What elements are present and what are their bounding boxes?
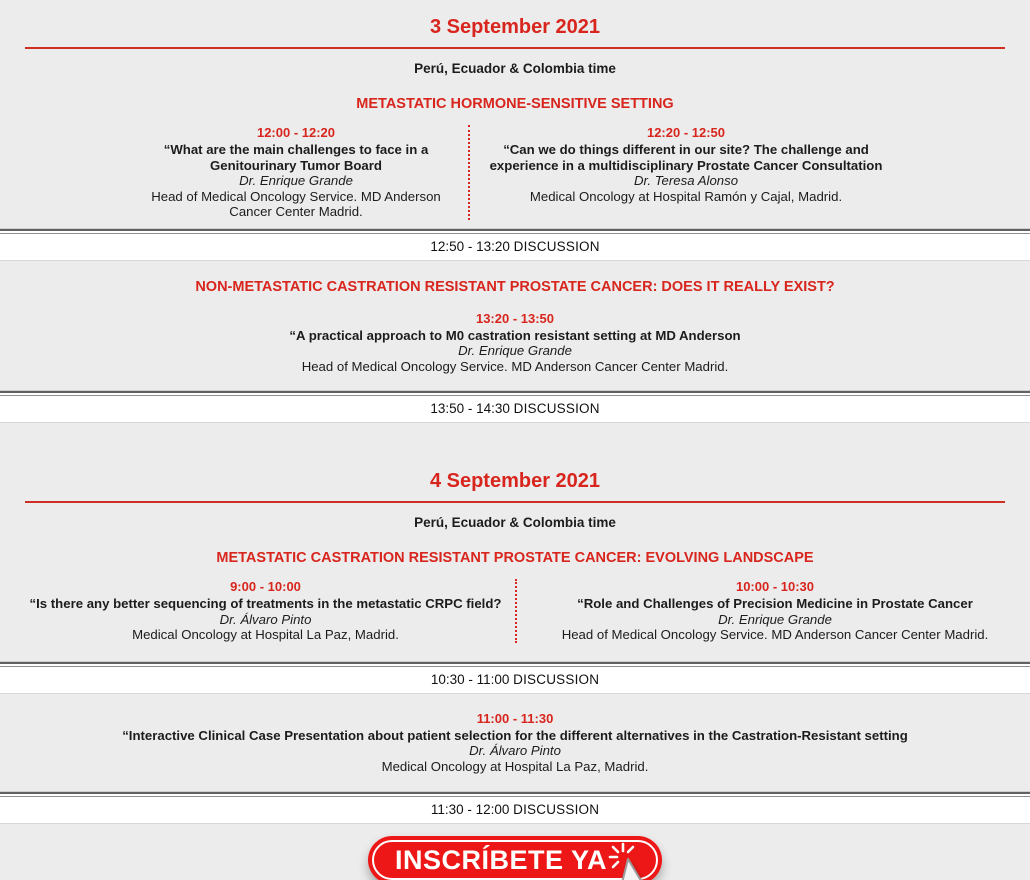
session-affiliation: Medical Oncology at Hospital La Paz, Madrid. [381, 758, 649, 774]
session-speaker: Dr. Álvaro Pinto [219, 611, 312, 627]
click-cursor-icon [606, 840, 678, 880]
session-speaker: Dr. Teresa Alonso [633, 173, 739, 188]
inscribete-ya-button[interactable] [368, 836, 662, 880]
session-title: “What are the main challenges to face in a Genitourinary Tumor Board [163, 142, 429, 173]
day-2-timezone-note: Perú, Ecuador & Colombia time [414, 515, 616, 530]
session-time: 12:00 - 12:20 [256, 125, 336, 140]
session-title: “Is there any better sequencing of treatments in the metastatic CRPC field? [29, 596, 502, 611]
session-card [0, 125, 470, 220]
session-title: “A practical approach to M0 castration resistant setting at MD Anderson [289, 327, 741, 343]
session-speaker: Dr. Enrique Grande [458, 343, 572, 358]
cta-container [0, 836, 1030, 880]
discussion-label: DISCUSSION [513, 401, 600, 416]
session-title: “Interactive Clinical Case Presentation about patient selection for the different alternatives in the Castration-Resistant setting [122, 727, 908, 743]
discussion-time: 10:30 - 11:00 [430, 671, 510, 687]
session-time: 9:00 - 10:00 [230, 579, 301, 594]
session-time: 11:00 - 11:30 [476, 710, 554, 726]
day-1-title-rule [25, 47, 1005, 49]
session-card [470, 125, 1030, 220]
day-1-section [0, 0, 1030, 423]
session-title: “Role and Challenges of Precision Medicine in Prostate Cancer [577, 596, 973, 611]
day-2-section [0, 454, 1030, 824]
day-1-heading-nmcrpc: NON-METASTATIC CASTRATION RESISTANT PROSTATE CANCER: DOES IT REALLY EXIST? [195, 278, 835, 295]
session-time: 12:20 - 12:50 [646, 125, 726, 140]
day-2-heading-mcrpc: METASTATIC CASTRATION RESISTANT PROSTATE CANCER: EVOLVING LANDSCAPE [216, 550, 814, 566]
session-affiliation: Head of Medical Oncology Service. MD Anderson Cancer Center Madrid. [151, 188, 441, 219]
session-speaker: Dr. Álvaro Pinto [469, 743, 561, 758]
discussion-time: 13:50 - 14:30 [430, 401, 510, 416]
discussion-band [0, 390, 1030, 423]
discussion-label: DISCUSSION [513, 238, 600, 254]
session-time: 13:20 - 13:50 [475, 310, 555, 326]
day-1-session-columns [0, 125, 1030, 220]
discussion-band [0, 791, 1030, 824]
discussion-band [0, 228, 1030, 261]
session-card [517, 579, 1030, 643]
session-affiliation: Head of Medical Oncology Service. MD Anderson Cancer Center Madrid. [561, 627, 989, 642]
session-card [0, 579, 517, 643]
session-affiliation: Medical Oncology at Hospital Ramón y Cajal, Madrid. [529, 188, 843, 204]
session-title: “Can we do things different in our site? The challenge and experience in a multidisciplinary Prostate Cancer Consultation [489, 142, 883, 173]
discussion-time: 12:50 - 13:20 [430, 238, 510, 254]
day-2-title: 4 September 2021 [429, 470, 601, 492]
day-2-title-rule [25, 501, 1005, 503]
discussion-time: 11:30 - 12:00 [430, 802, 510, 817]
discussion-band [0, 661, 1030, 694]
session-card [0, 311, 1030, 375]
day-1-timezone-note: Perú, Ecuador & Colombia time [414, 61, 616, 76]
session-speaker: Dr. Enrique Grande [718, 611, 832, 627]
day-1-heading-mhs: METASTATIC HORMONE-SENSITIVE SETTING [356, 96, 674, 112]
session-affiliation: Head of Medical Oncology Service. MD Anderson Cancer Center Madrid. [301, 358, 729, 374]
day-1-title: 3 September 2021 [429, 16, 601, 38]
discussion-label: DISCUSSION [513, 671, 600, 687]
session-speaker: Dr. Enrique Grande [239, 173, 353, 188]
cta-label: INSCRÍBETE YA [394, 844, 608, 875]
session-card [0, 711, 1030, 775]
session-affiliation: Medical Oncology at Hospital La Paz, Madrid. [132, 627, 399, 642]
day-2-session-columns [0, 579, 1030, 643]
discussion-label: DISCUSSION [513, 802, 600, 817]
session-time: 10:00 - 10:30 [735, 579, 815, 594]
